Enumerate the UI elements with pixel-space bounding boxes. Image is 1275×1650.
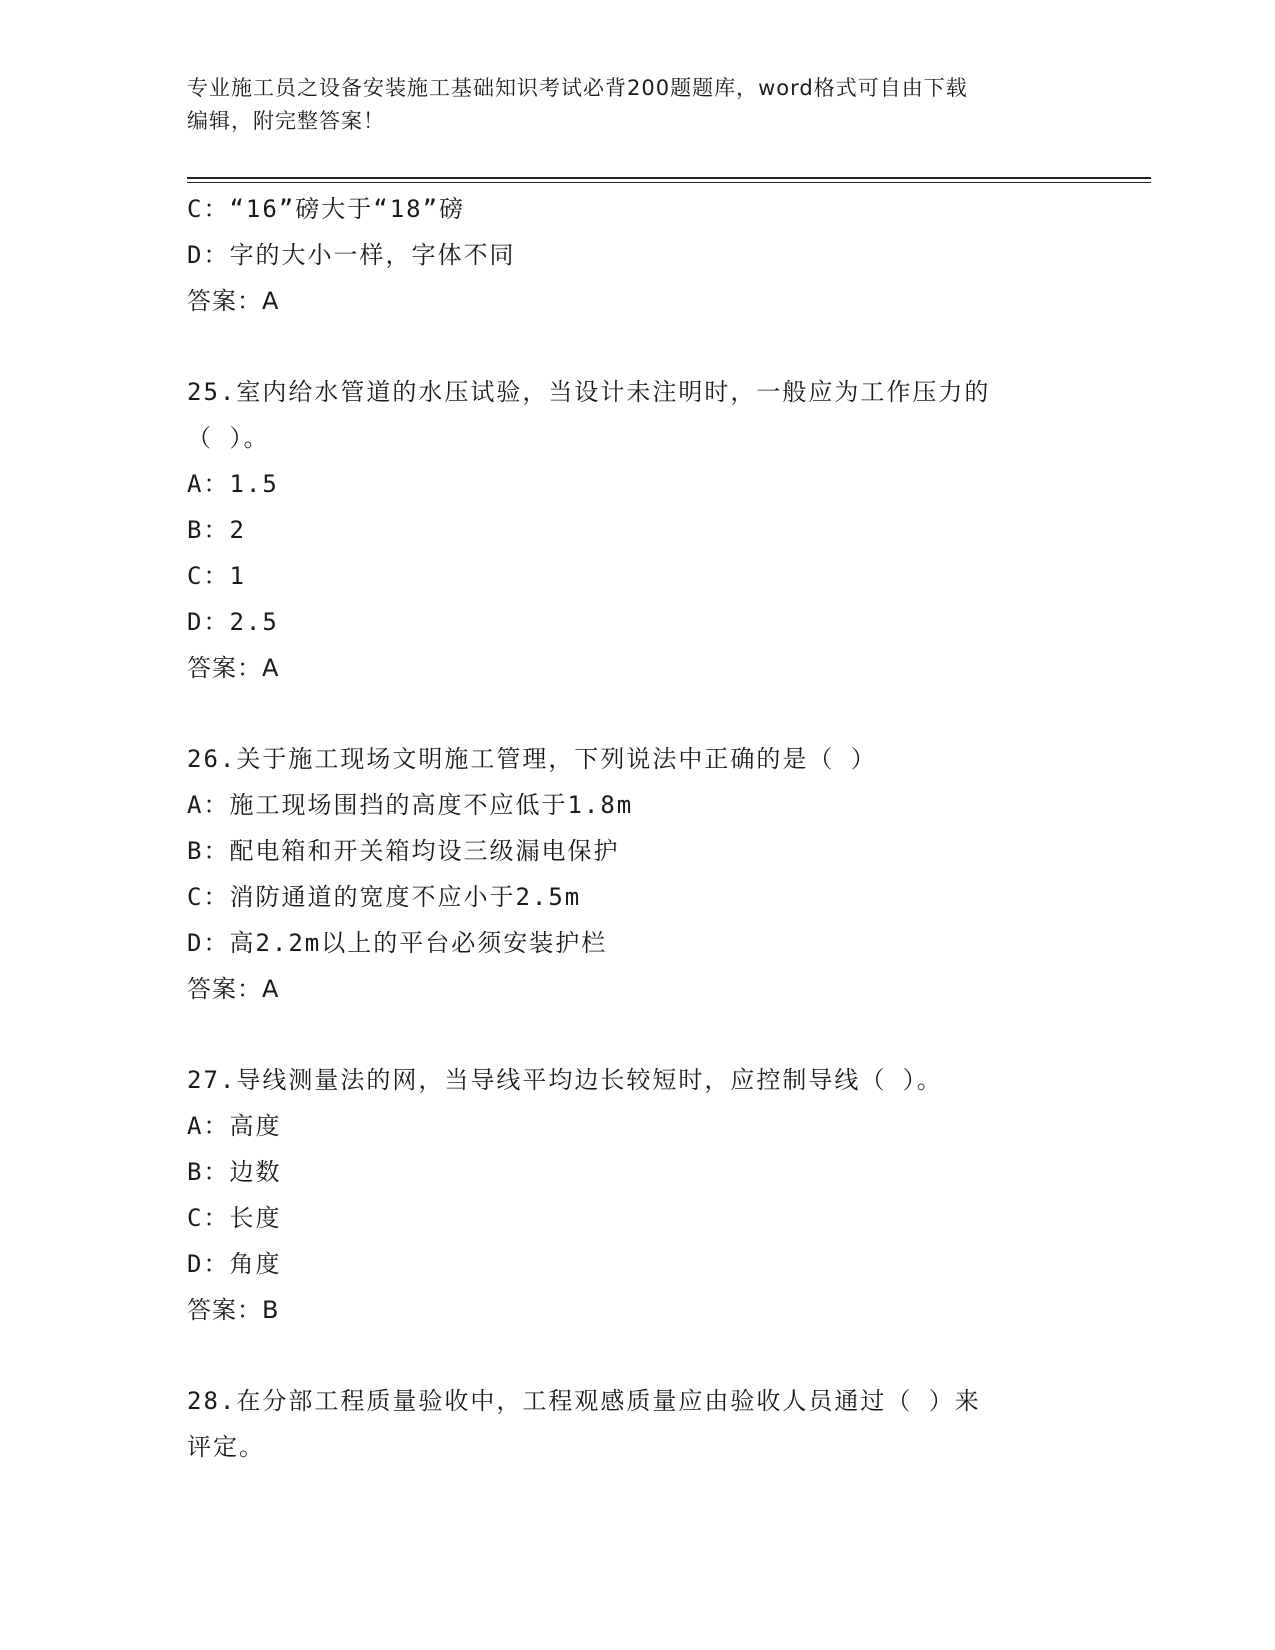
question-25 [187, 369, 1087, 691]
option-a: A：1.5 [187, 470, 279, 498]
option-d: D：2.5 [187, 608, 279, 636]
answer-line: 答案：A [187, 975, 280, 1003]
question-text: 28.在分部工程质量验收中，工程观感质量应由验收人员通过（ ）来 [187, 1387, 981, 1415]
question-text: 27.导线测量法的网，当导线平均边长较短时，应控制导线（ ）。 [187, 1066, 943, 1094]
option-c: C：1 [187, 562, 246, 590]
option-b: B：2 [187, 516, 246, 544]
option-d: D：字的大小一样，字体不同 [187, 241, 516, 269]
option-c: C：消防通道的宽度不应小于2.5m [187, 883, 582, 911]
header-line-2: 编辑，附完整答案！ [187, 109, 385, 133]
question-text: 评定。 [187, 1433, 265, 1461]
question-text: 26.关于施工现场文明施工管理，下列说法中正确的是（ ） [187, 745, 877, 773]
document-header [187, 72, 1087, 138]
option-b: B：配电箱和开关箱均设三级漏电保护 [187, 837, 620, 865]
question-content [187, 186, 1087, 1470]
answer-line: 答案：A [187, 654, 280, 682]
option-a: A：施工现场围挡的高度不应低于1.8m [187, 791, 634, 819]
option-c: C：长度 [187, 1204, 282, 1232]
header-rule-thick [187, 177, 1151, 179]
option-d: D：角度 [187, 1250, 282, 1278]
answer-line: 答案：B [187, 1296, 280, 1324]
question-28 [187, 1378, 1087, 1470]
question-text: 25.室内给水管道的水压试验，当设计未注明时，一般应为工作压力的 [187, 378, 991, 406]
option-b: B：边数 [187, 1158, 282, 1186]
option-c: C：“16”磅大于“18”磅 [187, 195, 466, 223]
question-24-continuation [187, 186, 1087, 324]
question-27 [187, 1057, 1087, 1333]
answer-line: 答案：A [187, 287, 280, 315]
question-26 [187, 736, 1087, 1012]
header-line-1: 专业施工员之设备安装施工基础知识考试必背200题题库，word格式可自由下载 [187, 76, 968, 100]
option-d: D：高2.2m以上的平台必须安装护栏 [187, 929, 608, 957]
header-rule-thin [187, 182, 1151, 183]
question-text: （ ）。 [187, 424, 270, 452]
option-a: A：高度 [187, 1112, 282, 1140]
